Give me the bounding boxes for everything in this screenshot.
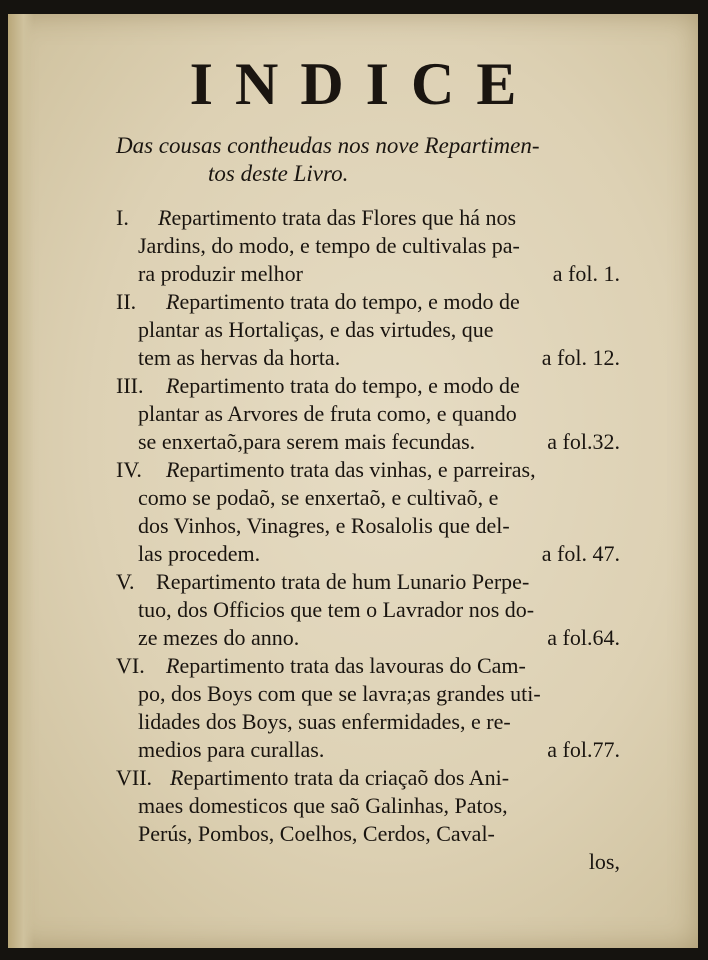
entry-folio: a fol.64. <box>547 625 620 650</box>
entry-line: ze mezes do anno. <box>138 625 300 650</box>
entry-line-text: epartimento trata das Flores que há nos <box>171 205 517 230</box>
entry-line: Jardins, do modo, e tempo de cultivalas pa- <box>138 233 520 258</box>
entry-line: medios para curallas. <box>138 737 325 762</box>
entry-numeral: III. <box>116 373 144 398</box>
entry-numeral: VI. <box>116 653 145 678</box>
entry-line: como se podaõ, se enxertaõ, e cultivaõ, e <box>138 485 499 510</box>
entry-line <box>158 204 516 232</box>
entry-initial: R <box>156 569 171 594</box>
entry-line: plantar as Hortaliças, e das virtudes, que <box>138 317 494 342</box>
entry-line-text: epartimento trata do tempo, e modo de <box>179 289 520 314</box>
entry-folio: a fol. 47. <box>541 541 620 566</box>
entry-line <box>166 288 520 316</box>
entry-initial: R <box>166 373 180 398</box>
entry-folio: a fol.77. <box>547 737 620 762</box>
book-page <box>8 14 698 948</box>
entry-initial: R <box>158 205 172 230</box>
entry-folio: a fol. 1. <box>552 261 620 286</box>
subtitle-line-1: Das cousas contheudas nos nove Repartimen- <box>116 133 540 158</box>
entry-folio: a fol.32. <box>547 429 620 454</box>
entry-numeral: V. <box>116 569 135 594</box>
entry-line: maes domesticos que saõ Galinhas, Patos, <box>138 793 508 818</box>
entry-line-text: epartimento trata da criaçaõ dos Ani- <box>183 765 510 790</box>
entry-line-text: epartimento trata das vinhas, e parreiras, <box>179 457 536 482</box>
entry-line <box>156 568 529 596</box>
entry-line: ra produzir melhor <box>138 261 303 286</box>
page-title: INDICE <box>189 51 539 117</box>
entry-line: los, <box>588 849 620 874</box>
entry-numeral: I. <box>116 205 129 230</box>
entry-initial: R <box>166 653 180 678</box>
entry-line <box>166 372 520 400</box>
entry-line: tem as hervas da horta. <box>138 345 341 370</box>
entry-initial: R <box>166 457 180 482</box>
entry-line <box>166 652 526 680</box>
entry-line: las procedem. <box>138 541 261 566</box>
entry-line: po, dos Boys com que se lavra;as grandes uti- <box>138 681 541 706</box>
entry-line-text: epartimento trata do tempo, e modo de <box>179 373 520 398</box>
subtitle-line-2: tos deste Livro. <box>208 161 349 186</box>
entry-folio: a fol. 12. <box>541 345 620 370</box>
entry-line: Perús, Pombos, Coelhos, Cerdos, Caval- <box>138 821 495 846</box>
page-gutter <box>8 14 34 948</box>
entry-initial: R <box>166 289 180 314</box>
entry-line <box>166 456 536 484</box>
entry-numeral: II. <box>116 289 137 314</box>
entry-line: tuo, dos Officios que tem o Lavrador nos do- <box>138 597 535 622</box>
entry-line: dos Vinhos, Vinagres, e Rosalolis que del- <box>138 513 510 538</box>
entry-line: plantar as Arvores de fruta como, e quando <box>138 401 517 426</box>
entry-numeral: IV. <box>116 457 142 482</box>
entry-initial: R <box>170 765 184 790</box>
entry-line: lidades dos Boys, suas enfermidades, e re- <box>138 709 511 734</box>
entry-line <box>170 764 509 792</box>
entry-line-text: epartimento trata das lavouras do Cam- <box>179 653 526 678</box>
entry-line: se enxertaõ,para serem mais fecundas. <box>138 429 476 454</box>
entry-line-text: epartimento trata de hum Lunario Perpe- <box>170 569 530 594</box>
entry-numeral: VII. <box>116 765 153 790</box>
